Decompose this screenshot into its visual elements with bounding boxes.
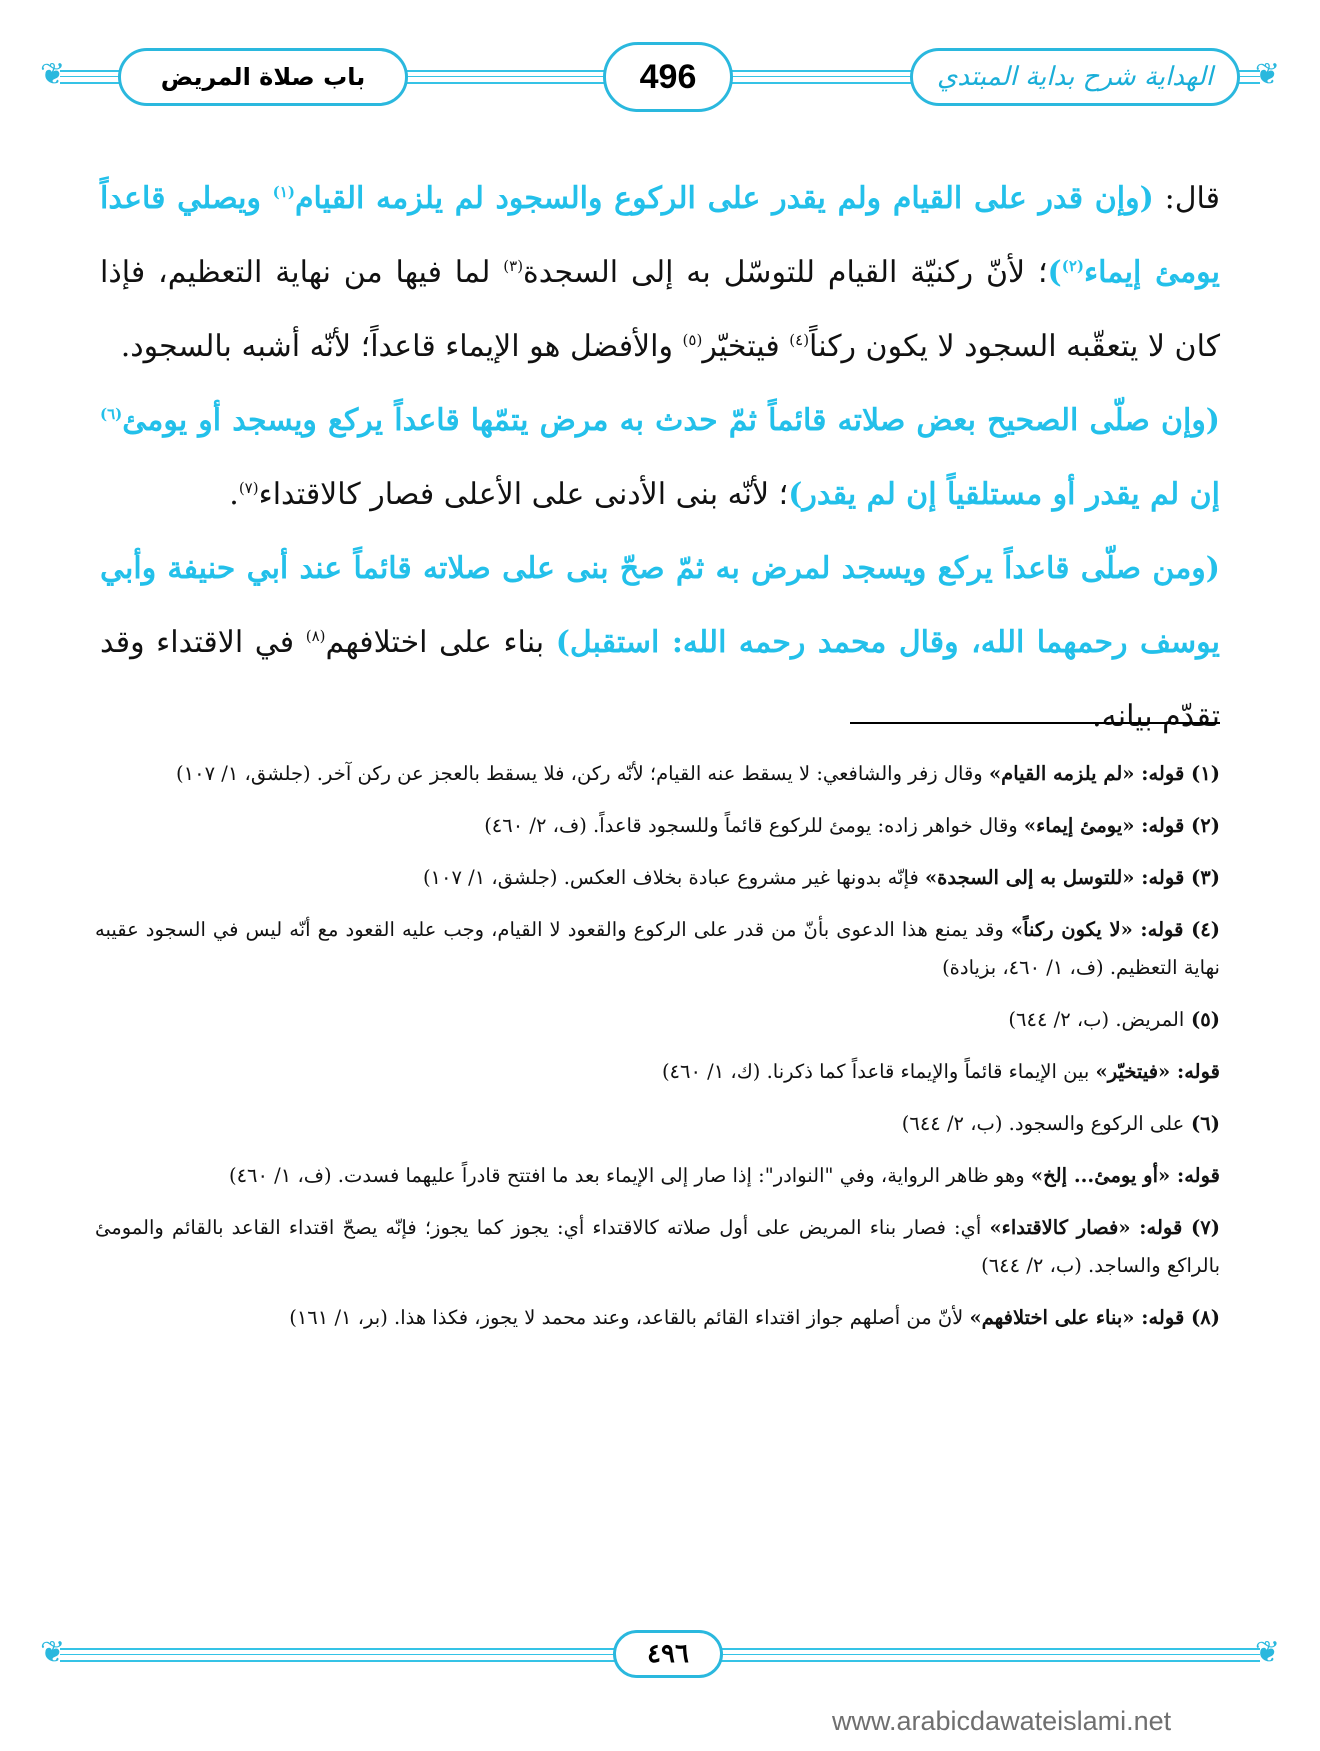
footnote-ref: (٤) bbox=[789, 331, 810, 349]
text-run: فيتخيّر bbox=[702, 329, 790, 364]
footnote-keyword: «لا يكون ركناً» bbox=[1010, 918, 1133, 941]
matn-quote: ويصلي قاعداً يومئ إيماء bbox=[100, 181, 1220, 290]
text-run: في الاقتداء وقد تقدّم بيانه. bbox=[100, 625, 1220, 734]
footnote-5 bbox=[95, 1001, 1220, 1039]
footnote-text: فإنّه بدونها غير مشروع عبادة بخلاف العكس. (جلشق، ١/ ١٠٧) bbox=[422, 866, 925, 889]
paragraph-2 bbox=[100, 384, 1220, 532]
footnote-6 bbox=[95, 1105, 1220, 1143]
ornament-left-icon: ❦ bbox=[40, 1635, 66, 1670]
footnote-text: وهو ظاهر الرواية، وفي "النوادر": إذا صار إلى الإيماء بعد ما افتتح قادراً عليهما فسدت. (ف، ١/ ٤٦٠) bbox=[228, 1164, 1031, 1187]
text-run: والأفضل هو الإيماء قاعداً؛ لأنّه أشبه بالسجود. bbox=[120, 329, 683, 364]
footnote-text: وقد يمنع هذا الدعوى بأنّ من قدر على الركوع والقعود لا القيام، وجب عليه القعود مع أنّه ليس في السجود عقيبه نهاية التعظيم. (ف، ١/ ٤٦٠، بزيادة) bbox=[95, 918, 1220, 979]
footnote-1 bbox=[95, 755, 1220, 793]
matn-quote: ) bbox=[1047, 255, 1062, 290]
footnote-text: بين الإيماء قائماً والإيماء قاعداً كما ذكرنا. (ك، ١/ ٤٦٠) bbox=[661, 1060, 1096, 1083]
book-title: الهداية شرح بداية المبتدي bbox=[936, 62, 1214, 92]
page-number-frame bbox=[603, 42, 733, 112]
footer-page-number: ٤٩٦ bbox=[647, 1639, 689, 1669]
matn-quote: (ومن صلّى قاعداً يركع ويسجد لمرض به ثمّ صحّ بنى على صلاته قائماً عند أبي حنيفة وأبي يوسف رحمهما الله، وقال محمد رحمه الله: استقبل) bbox=[100, 551, 1221, 660]
chapter-title: باب صلاة المريض bbox=[160, 63, 366, 91]
footnote-5b bbox=[95, 1053, 1220, 1091]
footnote-ref: (٣) bbox=[503, 257, 524, 275]
footnote-label: (٥) bbox=[1184, 1008, 1220, 1031]
footnote-4 bbox=[95, 911, 1220, 987]
footnote-label: (٧) قوله: bbox=[1130, 1216, 1220, 1239]
book-title-frame bbox=[910, 48, 1240, 106]
footnote-8 bbox=[95, 1299, 1220, 1337]
footnote-label: (٨) قوله: bbox=[1134, 1306, 1220, 1329]
footnote-divider bbox=[850, 722, 1220, 724]
footnote-keyword: «فصار كالاقتداء» bbox=[989, 1216, 1131, 1239]
footnote-label: (٢) قوله: bbox=[1134, 814, 1220, 837]
footnote-label: (٤) قوله: bbox=[1132, 918, 1221, 941]
footnote-text: لأنّ من أصلهم جواز اقتداء القائم بالقاعد، وعند محمد لا يجوز، فكذا هذا. (بر، ١/ ١٦١) bbox=[289, 1306, 970, 1329]
footnote-text: أي: فصار بناء المريض على أول صلاته كالاقتداء أي: يجوز كما يجوز؛ فإنّه يصحّ اقتداء القاعد بالقائم والمومئ بالراكع والساجد. (ب، ٢/ ٦٤٤) bbox=[95, 1216, 1220, 1277]
matn-quote: إن لم يقدر أو مستلقياً إن لم يقدر) bbox=[788, 477, 1220, 512]
page-header bbox=[40, 42, 1280, 112]
matn-quote: (وإن قدر على القيام ولم يقدر على الركوع والسجود لم يلزمه القيام bbox=[294, 181, 1154, 216]
footnote-label: (٦) bbox=[1184, 1112, 1220, 1135]
footnote-keyword: «للتوسل به إلى السجدة» bbox=[924, 866, 1135, 889]
footnote-text: وقال زفر والشافعي: لا يسقط عنه القيام؛ لأنّه ركن، فلا يسقط بالعجز عن ركن آخر. (جلشق، ١/ ١٠٧) bbox=[176, 762, 989, 785]
chapter-title-frame bbox=[118, 48, 408, 106]
footnote-ref: (١) bbox=[272, 183, 295, 201]
text-run: قال: bbox=[1153, 181, 1220, 216]
ornament-right-icon: ❦ bbox=[1254, 57, 1280, 92]
matn-quote: (وإن صلّى الصحيح بعض صلاته قائماً ثمّ حدث به مرض يتمّها قاعداً يركع ويسجد أو يومئ bbox=[122, 403, 1220, 438]
footer-page-number-frame bbox=[613, 1630, 723, 1678]
footnote-2 bbox=[95, 807, 1220, 845]
footnote-3 bbox=[95, 859, 1220, 897]
footnote-ref: (٢) bbox=[1061, 257, 1085, 275]
text-run: . bbox=[229, 477, 239, 512]
footnote-text: على الركوع والسجود. (ب، ٢/ ٦٤٤) bbox=[901, 1112, 1185, 1135]
footnote-keyword: «فيتخيّر» bbox=[1095, 1060, 1171, 1083]
paragraph-1 bbox=[100, 162, 1220, 384]
page-number: 496 bbox=[639, 57, 697, 96]
footnote-6b bbox=[95, 1157, 1220, 1195]
website-url: www.arabicdawateislami.net bbox=[832, 1706, 1172, 1736]
footnote-ref: (٦) bbox=[100, 405, 123, 423]
text-run: ؛ لأنّه بنى الأدنى على الأعلى فصار كالاقتداء bbox=[258, 477, 789, 512]
footnote-ref: (٥) bbox=[682, 331, 703, 349]
text-run: لما فيها من نهاية التعظيم، فإذا كان لا يتعقّبه السجود لا يكون ركناً bbox=[100, 255, 1220, 364]
footnote-label: قوله: bbox=[1170, 1164, 1220, 1187]
page-footer bbox=[40, 1630, 1280, 1686]
ornament-left-icon: ❦ bbox=[40, 57, 66, 92]
footnote-label: قوله: bbox=[1170, 1060, 1220, 1083]
footnote-7 bbox=[95, 1209, 1220, 1285]
footnote-ref: (٧) bbox=[238, 479, 259, 497]
main-text bbox=[100, 162, 1220, 754]
footnote-keyword: «يومئ إيماء» bbox=[1023, 814, 1135, 837]
footnotes bbox=[95, 755, 1220, 1337]
text-run: بناء على اختلافهم bbox=[325, 625, 556, 660]
footnote-keyword: «بناء على اختلافهم» bbox=[969, 1306, 1135, 1329]
footnote-ref: (٨) bbox=[305, 627, 326, 645]
footnote-keyword: «أو يومئ... إلخ» bbox=[1030, 1164, 1171, 1187]
footnote-label: (٣) قوله: bbox=[1134, 866, 1220, 889]
paragraph-3 bbox=[100, 532, 1220, 754]
footnote-keyword: «لم يلزمه القيام» bbox=[988, 762, 1135, 785]
text-run: ؛ لأنّ ركنيّة القيام للتوسّل به إلى السجدة bbox=[523, 255, 1048, 290]
footnote-text: وقال خواهر زاده: يومئ للركوع قائماً وللسجود قاعداً. (ف، ٢/ ٤٦٠) bbox=[484, 814, 1024, 837]
footnote-label: (١) قوله: bbox=[1134, 762, 1220, 785]
ornament-right-icon: ❦ bbox=[1254, 1635, 1280, 1670]
footnote-text: المريض. (ب، ٢/ ٦٤٤) bbox=[1008, 1008, 1185, 1031]
